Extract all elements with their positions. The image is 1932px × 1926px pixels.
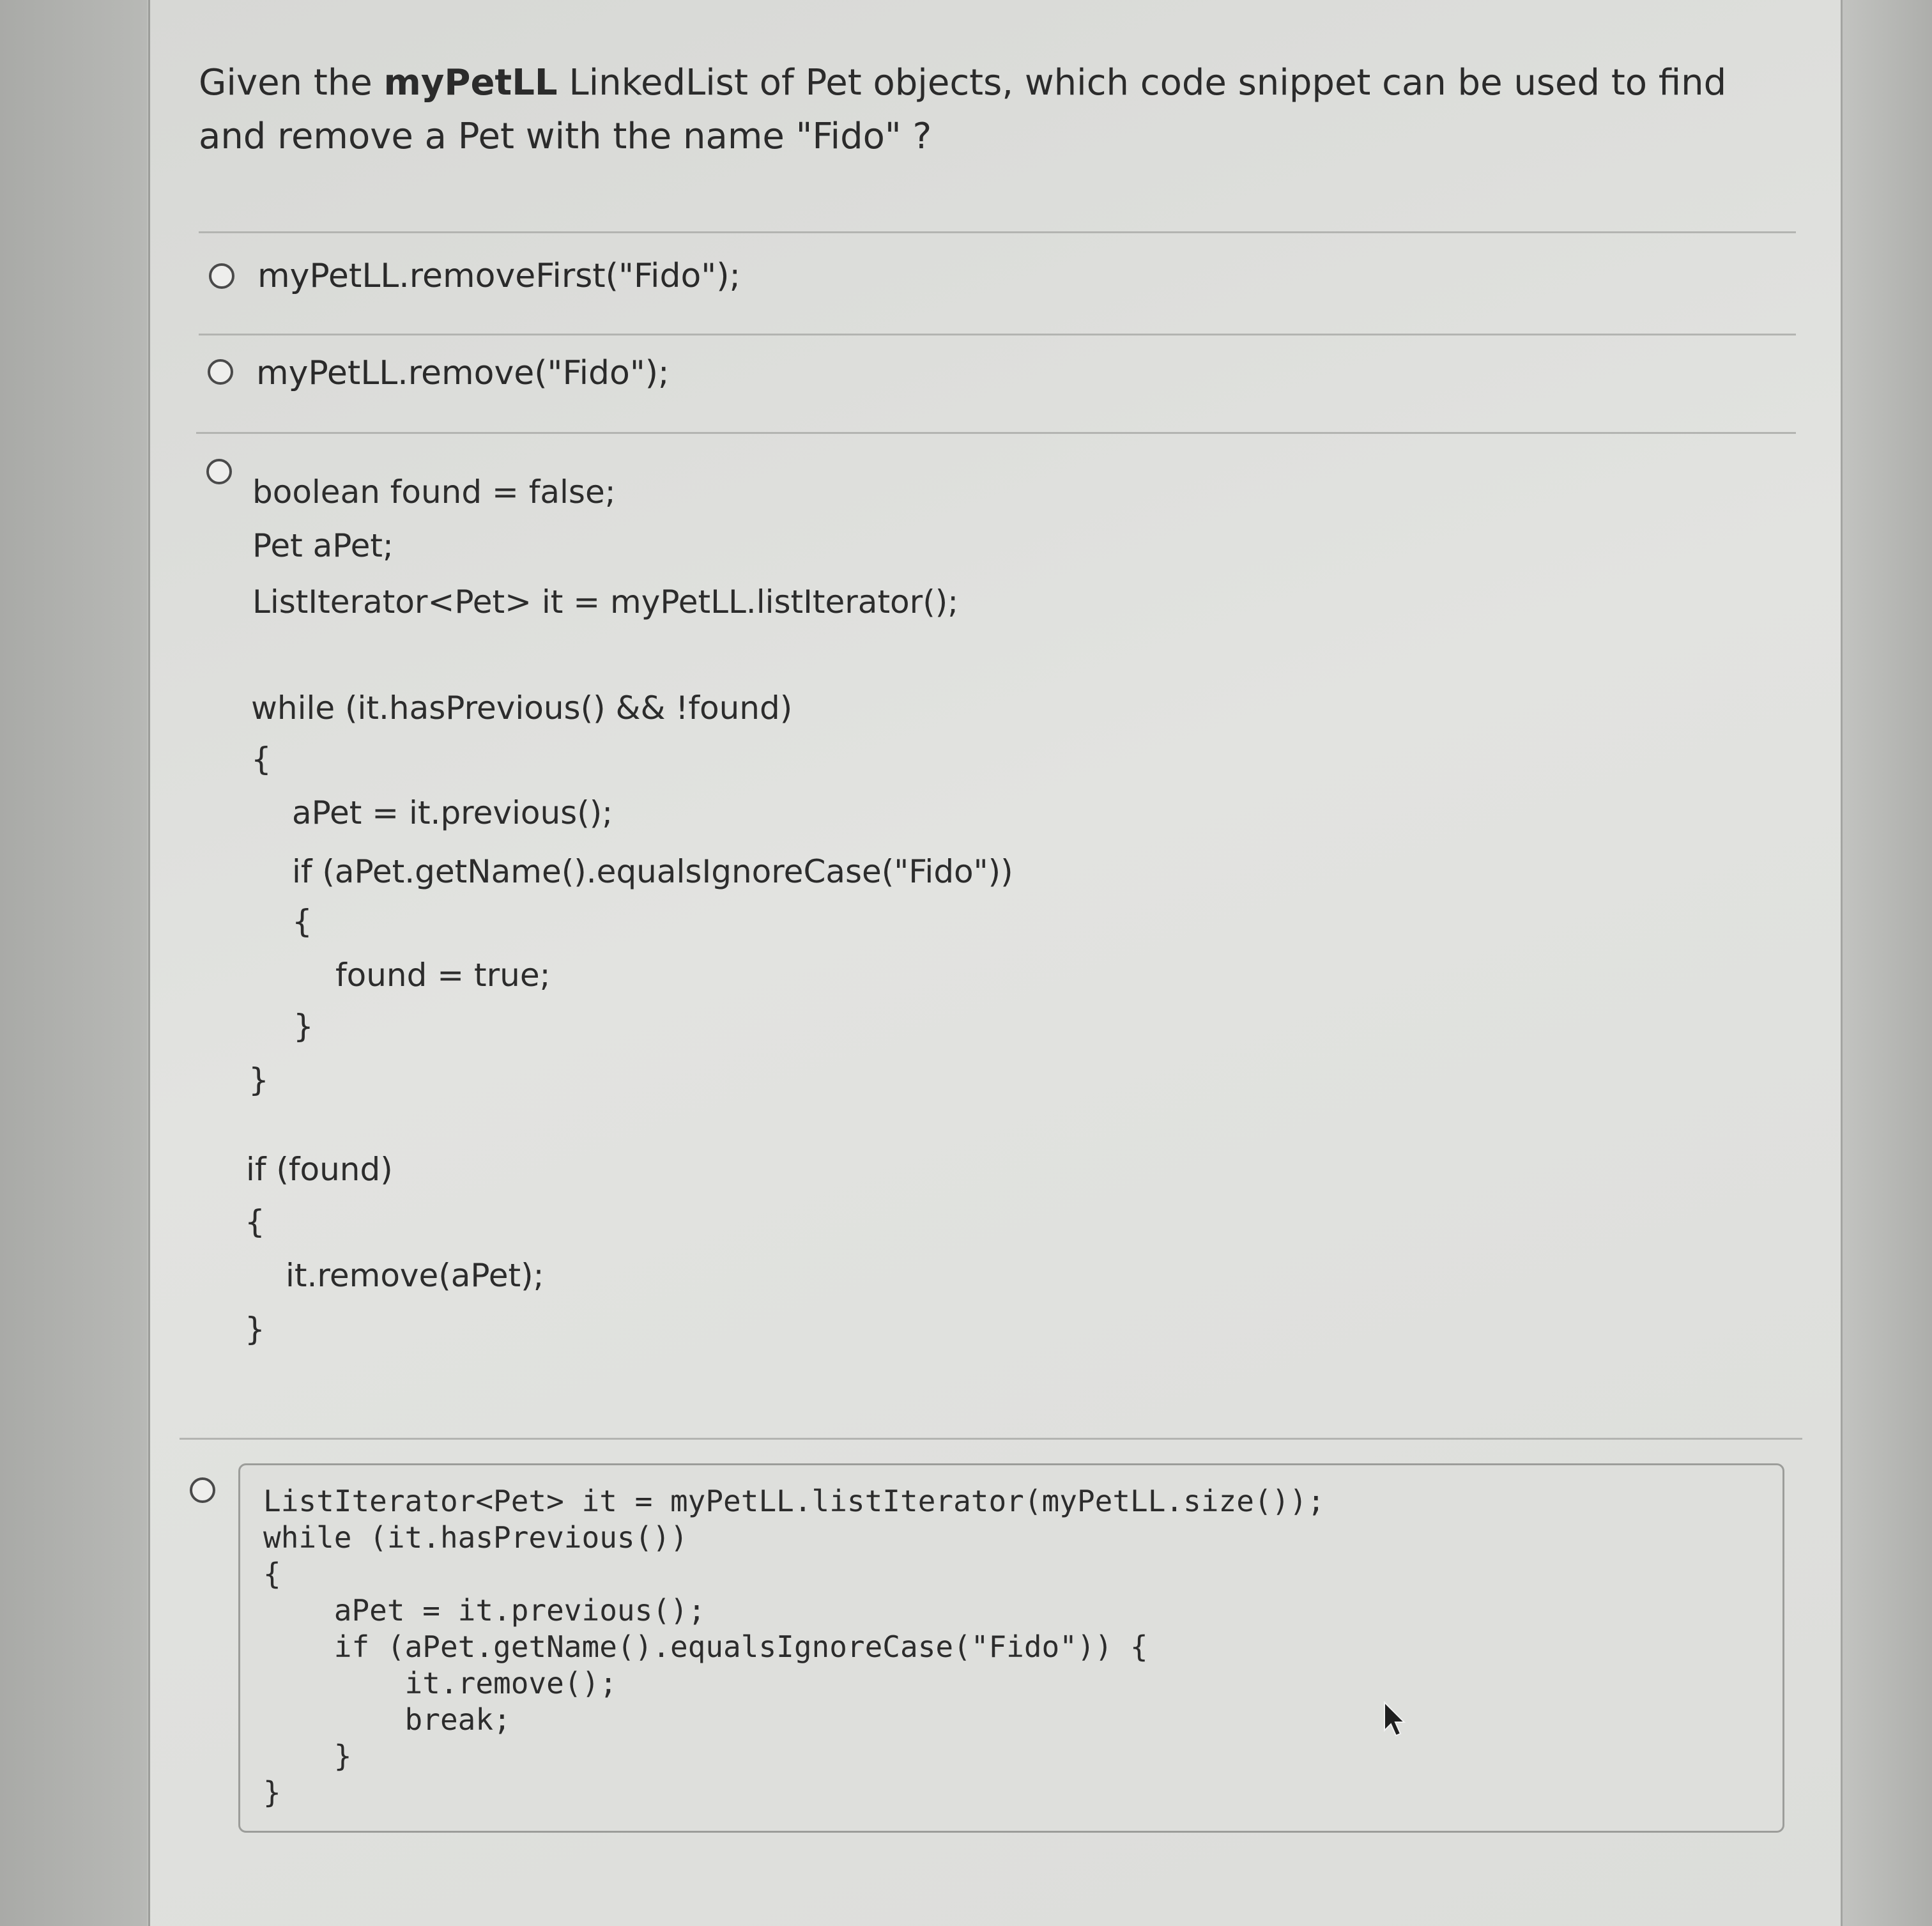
quiz-question-panel — [148, 0, 1843, 1926]
code-line: { — [292, 903, 312, 940]
code-line: if (found) — [246, 1151, 393, 1188]
divider-3 — [196, 432, 1796, 434]
code-line: ListIterator<Pet> it = myPetLL.listIterator(); — [252, 583, 959, 620]
code-line: { — [251, 741, 272, 778]
code-line: it.remove(aPet); — [286, 1257, 544, 1294]
code-line: } — [293, 1008, 314, 1045]
code-line: { — [245, 1203, 265, 1240]
code-line: boolean found = false; — [252, 474, 616, 511]
question-bold-term: myPetLL — [383, 62, 558, 104]
question-text — [199, 56, 1796, 164]
code-line: Pet aPet; — [252, 527, 394, 564]
code-line: found = true; — [335, 957, 551, 994]
radio-option-4[interactable] — [190, 1477, 215, 1503]
divider-4 — [180, 1438, 1802, 1440]
option-2-label: myPetLL.remove("Fido"); — [256, 354, 670, 392]
desk-right-edge — [1843, 0, 1932, 1926]
code-line: while (it.hasPrevious() && !found) — [251, 690, 793, 727]
option-4-code-block — [238, 1463, 1784, 1833]
question-prefix: Given the — [199, 62, 384, 104]
option-1-label: myPetLL.removeFirst("Fido"); — [257, 257, 741, 295]
radio-option-3[interactable] — [206, 459, 232, 484]
option-4-code: ListIterator<Pet> it = myPetLL.listIterator(myPetLL.size()); while (it.hasPrevious()) { aPet = it.previous(); if (aPet.getName().equalsIgnoreCase("Fido")) { it.remove(); break; } } — [263, 1484, 1325, 1810]
mouse-pointer-icon — [1382, 1701, 1407, 1739]
question-suffix: LinkedList of Pet objects, which code snippet can be used to find and remove a Pet with the name "Fido" ? — [199, 62, 1727, 157]
radio-option-2[interactable] — [208, 359, 233, 385]
divider-2 — [199, 334, 1796, 335]
radio-option-1[interactable] — [209, 263, 234, 289]
divider-1 — [199, 231, 1796, 233]
code-line: aPet = it.previous(); — [292, 794, 613, 831]
desk-left-edge — [0, 0, 147, 1926]
code-line: } — [249, 1061, 269, 1098]
code-line: if (aPet.getName().equalsIgnoreCase("Fido")) — [292, 853, 1013, 890]
code-line: } — [245, 1311, 265, 1348]
